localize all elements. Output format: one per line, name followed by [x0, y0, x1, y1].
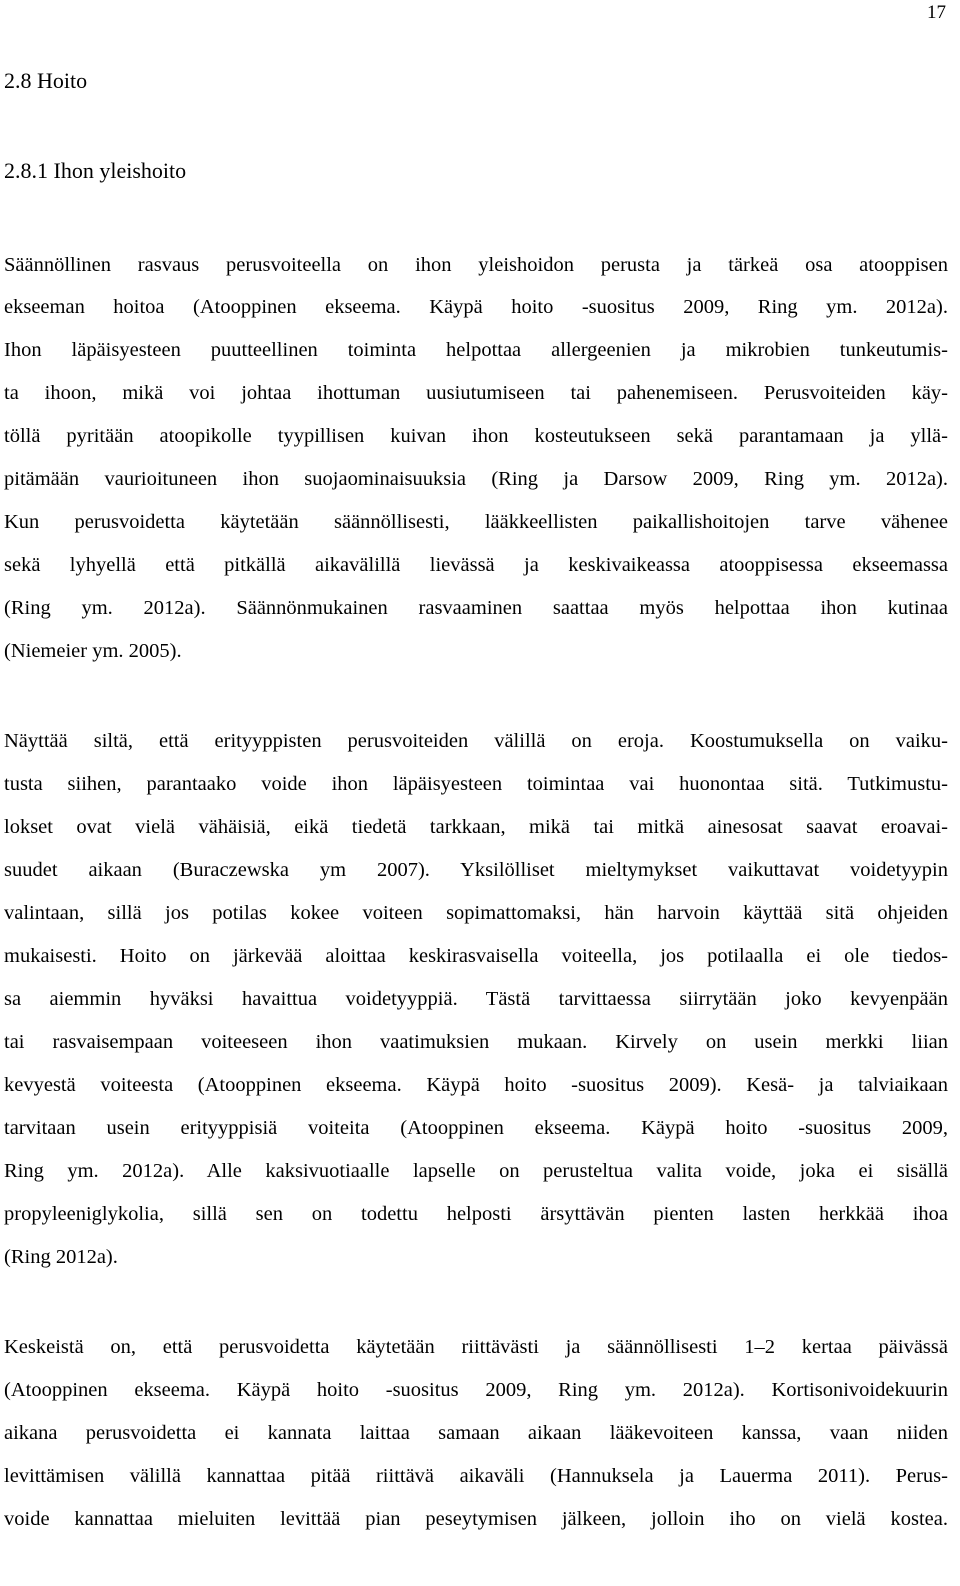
- paragraph-line: sa aiemmin hyväksi havaittua voidetyyppiä. Tästä tarvittaessa siirrytään joko kevyenpään: [4, 988, 948, 1010]
- paragraph-line: tarvitaan usein erityyppisiä voiteita (Atooppinen ekseema. Käypä hoito -suositus 2009,: [4, 1117, 948, 1139]
- paragraph-line: pitämään vaurioituneen ihon suojaominaisuuksia (Ring ja Darsow 2009, Ring ym. 2012a).: [4, 468, 948, 490]
- paragraph-line: Kun perusvoidetta käytetään säännöllisesti, lääkkeellisten paikallishoitojen tarve vähenee: [4, 511, 948, 533]
- paragraph-line: sekä lyhyellä että pitkällä aikavälillä lievässä ja keskivaikeassa atooppisessa ekseemassa: [4, 554, 948, 576]
- paragraph-line: tusta siihen, parantaako voide ihon läpäisyesteen toimintaa vai huonontaa sitä. Tutkimustu-: [4, 773, 948, 795]
- paragraph-line: valintaan, sillä jos potilas kokee voiteen sopimattomaksi, hän harvoin käyttää sitä ohjeiden: [4, 902, 948, 924]
- paragraph-line: (Atooppinen ekseema. Käypä hoito -suositus 2009, Ring ym. 2012a). Kortisonivoidekuurin: [4, 1379, 948, 1401]
- section-heading: 2.8 Hoito: [4, 68, 88, 93]
- paragraph-line: töllä pyritään atoopikolle tyypillisen kuivan ihon kosteutukseen sekä parantamaan ja yllä-: [4, 425, 948, 447]
- paragraph-line: levittämisen välillä kannattaa pitää riittävä aikaväli (Hannuksela ja Lauerma 2011). Perus-: [4, 1465, 948, 1487]
- paragraph-line: tai rasvaisempaan voiteeseen ihon vaatimuksien mukaan. Kirvely on usein merkki liian: [4, 1031, 948, 1053]
- page-number: 17: [927, 2, 946, 23]
- paragraph-line: (Ring 2012a).: [4, 1246, 118, 1268]
- paragraph-line: (Niemeier ym. 2005).: [4, 640, 182, 662]
- paragraph-line: ekseeman hoitoa (Atooppinen ekseema. Käypä hoito -suositus 2009, Ring ym. 2012a).: [4, 296, 948, 318]
- subsection-heading: 2.8.1 Ihon yleishoito: [4, 158, 187, 183]
- paragraph-line: voide kannattaa mieluiten levittää pian peseytymisen jälkeen, jolloin iho on vielä kostea.: [4, 1508, 948, 1530]
- paragraph-line: kevyestä voiteesta (Atooppinen ekseema. Käypä hoito -suositus 2009). Kesä- ja talviaikaan: [4, 1074, 948, 1096]
- paragraph-line: (Ring ym. 2012a). Säännönmukainen rasvaaminen saattaa myös helpottaa ihon kutinaa: [4, 597, 948, 619]
- paragraph-line: Ihon läpäisyesteen puutteellinen toiminta helpottaa allergeenien ja mikrobien tunkeutumis-: [4, 339, 948, 361]
- paragraph-line: Keskeistä on, että perusvoidetta käytetään riittävästi ja säännöllisesti 1–2 kertaa päivässä: [4, 1336, 948, 1358]
- paragraph-line: suudet aikaan (Buraczewska ym 2007). Yksilölliset mieltymykset vaikuttavat voidetyypin: [4, 859, 948, 881]
- paragraph-line: propyleeniglykolia, sillä sen on todettu helposti ärsyttävän pienten lasten herkkää ihoa: [4, 1203, 948, 1225]
- paragraph-line: Säännöllinen rasvaus perusvoiteella on ihon yleishoidon perusta ja tärkeä osa atooppisen: [4, 254, 948, 276]
- paragraph-line: lokset ovat vielä vähäisiä, eikä tiedetä tarkkaan, mikä tai mitkä ainesosat saavat eroavai-: [4, 816, 948, 838]
- paragraph-line: aikana perusvoidetta ei kannata laittaa samaan aikaan lääkevoiteen kanssa, vaan niiden: [4, 1422, 948, 1444]
- paragraph-line: Näyttää siltä, että erityyppisten perusvoiteiden välillä on eroja. Koostumuksella on vaiku-: [4, 730, 948, 752]
- paragraph-line: Ring ym. 2012a). Alle kaksivuotiaalle lapselle on perusteltua valita voide, joka ei sisällä: [4, 1160, 948, 1182]
- paragraph-line: ta ihoon, mikä voi johtaa ihottuman uusiutumiseen tai pahenemiseen. Perusvoiteiden käy-: [4, 382, 948, 404]
- paragraph-line: mukaisesti. Hoito on järkevää aloittaa keskirasvaisella voiteella, jos potilaalla ei ole tiedos-: [4, 945, 948, 967]
